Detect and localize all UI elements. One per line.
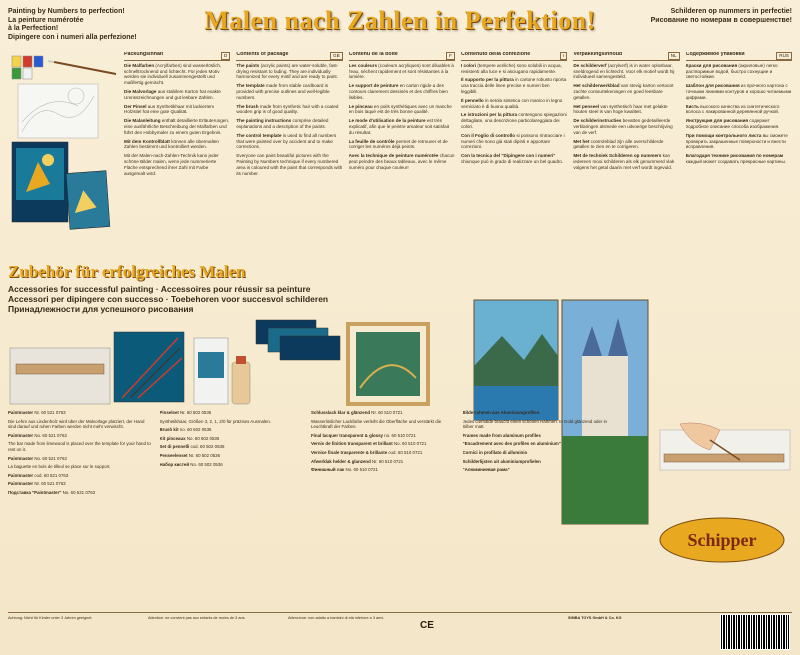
paragraph: Набор кистей No. 60 502 0536 <box>159 461 223 467</box>
paragraph: Paintmaster Nr. 60 521 0763 <box>8 410 66 415</box>
paragraph: Le pinceau en poils synthétiques avec un manche en bois laqué est de très bonne qualité. <box>348 103 452 115</box>
language-flag: GB <box>330 52 343 60</box>
paragraph: Jedes Gemälde braucht einen schönen Rahmen. In Gold glänzend oder in Silber matt. <box>462 418 607 430</box>
paragraph: Bilderrahmen aus Aluminiumprofilen <box>462 410 540 415</box>
paragraph: Vernice finale trasparente & brillante cod. 60 510 0721 <box>311 449 423 455</box>
paragraph: The brush made from synthetic hair with a coated wooden grip is of good quality. <box>236 103 339 115</box>
paragraph: La baguette en bois de tilleul se place sur le support. <box>8 464 111 470</box>
logo-text: Schipper <box>687 530 757 550</box>
column-heading: Contents of package GB <box>236 52 342 61</box>
paragraph: Le support de peinture en carton rigide a des contours clairement dessinés et des chiffres bien lisibles. <box>348 83 448 100</box>
footer-warning-2: Attention: ne convient pas aux enfants de moins de 3 ans. <box>148 616 246 620</box>
instruction-booklet-icon <box>66 171 110 230</box>
paragraph: De schilderinstructies bevatten gedetailleerde verklaringen alsmede een uitvoerige beschrijving van de verf. <box>573 118 673 135</box>
column-it <box>461 52 567 262</box>
paragraph: Cornici in profilato di alluminio <box>462 449 528 455</box>
tagline-1: Painting by Numbers to perfection! <box>8 8 125 15</box>
template-canvas-icon <box>18 84 98 138</box>
column-fr <box>349 52 455 262</box>
barcode <box>720 614 790 650</box>
paragraph: Mit dem Kontrollblatt können alle übermalten Zahlen bestimmt und kontrolliert werden. <box>124 138 219 150</box>
paragraph: Afwerklak helder & glanzend Nr. 60 510 0721 <box>311 458 404 464</box>
paragraph: Penseelenset Nr. 60 502 0536 <box>159 452 221 458</box>
accessory-column-frames <box>463 410 609 608</box>
column-gb <box>236 52 342 262</box>
paragraph: Met de techniek Schilderen op nummers kan iedereen mooi schilderen als elk genummerd vlak volgens het getal daarin met verf wordt ingevuld. <box>573 153 675 170</box>
header-left-taglines <box>8 8 143 42</box>
paragraph: Финишный лак No. 60 510 0721 <box>311 467 378 473</box>
lacquer-bottle-icon <box>194 338 250 404</box>
column-heading: Contenuto della confezione I <box>461 52 567 61</box>
paragraph: Pinselset Nr. 60 502 0536 <box>159 410 212 415</box>
accessories-descriptions <box>8 410 608 608</box>
paragraph: The bar made from limewood is placed over the template for your hand to rest on it. <box>8 441 151 452</box>
paragraph: Synthetikhaar, Größen 3, 2, 1, 2/0 für präzises Ausmalen. <box>159 418 272 424</box>
paragraph: Die Malfarben (Acrylfarben) sind wasserlöslich, schnelltrocknend und lichtecht. Für jedes Motiv werden sie individuell zusammengestellt und maßfertig gemischt. <box>124 62 222 86</box>
column-ru <box>686 52 792 262</box>
language-flag: D <box>221 52 230 60</box>
tagline-4: Dipingere con i numeri alla perfezione! <box>8 33 137 41</box>
paragraph: При помощи контрольного листа вы сможете проверить закрашенные поверхности и внести исправления. <box>685 132 788 150</box>
accessories-line: Принадлежности для успешного рисования <box>8 304 194 314</box>
paragraph: Paintmaster cod. 60 521 0763 <box>8 472 69 478</box>
paragraph: Schilderlijsten uit aluminiumprofielen <box>462 458 541 464</box>
product-illustration <box>8 52 118 252</box>
main-title: Malen nach Zahlen in Perfektion! <box>204 6 596 35</box>
accessory-column-paintmaster <box>8 410 154 608</box>
package-box-icon <box>12 142 68 222</box>
paragraph: Paintmaster Nr. 60 521 0763 <box>8 481 66 487</box>
accessories-title: Zubehör für erfolgreiches Malen <box>8 262 246 281</box>
packages-icon <box>256 320 340 360</box>
paragraph: Благодаря технике рисования по номерам каждый может создавать прекрасные картины. <box>685 153 787 164</box>
paragraph: Il supporto per la pittura in cartone robusto riporta una traccia delle linee precise e numeri ben leggibili. <box>460 77 567 94</box>
accessories-illustration <box>8 318 468 408</box>
paragraph: Vernis de finition transparent et brillant No. 60 510 0721 <box>311 441 427 447</box>
accessory-column-brushes <box>160 410 306 608</box>
paragraph: La feuille de contrôle permet de retrouver et de corriger les numéros déjà peints. <box>348 138 448 150</box>
column-de <box>124 52 230 262</box>
paintmaster-icon <box>10 348 110 404</box>
accessories-line: Accessories for successful painting · Accessoires pour réussir sa peinture <box>8 284 311 294</box>
painting-hand-icon <box>660 423 790 470</box>
accessories-subtitles <box>8 284 328 314</box>
paragraph: Frames made from aluminum profiles <box>462 432 541 438</box>
product-images <box>8 52 118 262</box>
paragraph: I colori (tempere acriliche) sono solubili in acqua, resistenti alla luce e si asciugano rapidamente. <box>460 62 562 74</box>
frame-icon <box>348 324 428 404</box>
paragraph: Paintmaster No. 60 521 0763 <box>8 432 67 438</box>
ce-mark: CE <box>420 620 434 631</box>
content-columns <box>8 52 792 262</box>
language-flag: I <box>560 52 567 60</box>
paragraph: Die Malvorlage aus stabilem Karton hat exakte Umrisszeichnungen und gut lesbare Zahlen. <box>124 88 221 100</box>
tagline-nl: Schilderen op nummers in perfectie! <box>670 8 792 15</box>
paragraph: Final lacquer transparent & glossy no. 60 510 0721 <box>311 432 416 438</box>
paragraph: Die Lehre aus Lindenholz wird über der Malvorlage platziert, der Hand sind darauf und ruhen Farben werden nicht mehr verwischt. <box>8 418 145 430</box>
paragraph: "Алюминиевая рама" <box>462 467 510 473</box>
paragraph: Der Pinsel aus Synthetikhaar mit lackiertem Holzstiel hat eine gute Qualität. <box>124 103 215 115</box>
tagline-ru: Рисование по номерам в совершенстве! <box>650 16 792 24</box>
brush-set-icon <box>114 332 184 402</box>
tagline-3: à la Perfection! <box>8 25 59 32</box>
paragraph: Paintmaster No. 60 521 0763 <box>8 455 67 461</box>
column-nl <box>573 52 679 262</box>
paragraph: Il pennello in setola sintetica con manico in legno verniciato è di buona qualità. <box>460 97 563 109</box>
footer-warning-3: Attenzione: non adatto a bambini di età inferiore a 3 anni. <box>288 616 385 620</box>
accessories-line: Accessori per dipingere con successo · Toebehoren voor succesvol schilderen <box>8 294 329 304</box>
column-heading: Verpakkingsinhoud NL <box>573 52 679 61</box>
paragraph: Mit der Malen-nach-Zahlen-Technik kann jeder schöne Bilder malen, wenn jede nummerierte Fläche entsprechend ihrer Zahl mit Farbe ausgemalt wird. <box>124 153 219 176</box>
paragraph: Avec la technique de peinture numérotée chacun peut peindre des beaux tableaux, avec le même numéro pour chaque couleur! <box>348 153 455 170</box>
column-heading: Packungsinhalt D <box>124 52 230 61</box>
paragraph: The paints (acrylic paints) are water-soluble, fast-drying resistant to fading. They are individually harmonized for every motif and are ready to paint. <box>236 62 339 80</box>
paragraph: Schlusslack klar & glänzend Nr. 60 510 0721 <box>311 410 403 415</box>
paragraph: Set di pennelli cod. 60 502 0536 <box>159 444 225 450</box>
paragraph: Kit pinceaux No. 60 502 0536 <box>159 435 220 441</box>
schipper-logo <box>660 518 784 562</box>
paragraph: Les couleurs (couleurs acryliques) sont diluables à l'eau, sèchent rapidement et sont résistantes à la lumière. <box>348 62 454 80</box>
language-flag: F <box>446 52 455 60</box>
paragraph: Die Malanleitung enthält detaillierte Erläuterungen, eine ausführliche Beschreibung der Malfarben und führt den Hobbymaler zu einem guten Ergebnis. <box>124 118 230 135</box>
tagline-2: La peinture numérotée <box>8 16 84 24</box>
paragraph: Инструкция для рисования содержит подробное описание способа изображения. <box>685 118 780 129</box>
paragraph: Подставка "Paintmaster" No. 60 521 0763 <box>8 489 96 495</box>
language-flag: NL <box>668 52 680 60</box>
paragraph: Краски для рисования (акриловые) легко растворимые водой, быстро сохнущие и светостойкие. <box>685 62 778 80</box>
footer-warning-1: Achtung: Nicht für Kinder unter 3 Jahren geeignet. <box>8 616 93 620</box>
paragraph: De schilderverf (acrylverf) is in water oplosbaar, sneldrogend en lichtecht. Voor elk motief wordt hij individueel samengesteld. <box>573 62 675 80</box>
paragraph: Everyone can paint beautiful pictures with the Painting by Numbers technique if every numbered area is coloured with the paint that corresponds with its number. <box>236 153 343 176</box>
paragraph: The painting instructions comprise detailed explanations and a description of the paints. <box>236 118 329 129</box>
painting-lake-icon <box>474 300 558 420</box>
paint-pots-icon <box>12 56 43 79</box>
paragraph: Кисть высокого качества из синтетического волоса с лакированной деревянной ручкой. <box>685 103 780 115</box>
paragraph: Le mode d'utilisation de la peinture est très explicatif, afin que le peintre amateur soit satisfait du résultat. <box>348 118 450 135</box>
accessory-column-lacquer <box>311 410 457 608</box>
language-flag: RUS <box>776 52 792 60</box>
paragraph: Brush kit no. 60 502 0536 <box>159 427 212 433</box>
paragraph: "Encadrement avec des profiles en aluminium" <box>462 441 561 447</box>
header-right-taglines <box>642 8 792 25</box>
paragraph: Het schilderwerkblad van stevig karton vertoont zachte contourtekeningen en goed leesbare getallen. <box>573 83 674 100</box>
paragraph: Con la tecnica del "Dipingere con i numeri" chiunque può in grado di realizzare un bel quadro. <box>460 153 564 164</box>
column-heading: Содержимое упаковки RUS <box>686 52 792 61</box>
paragraph: The control template is used to find all numbers that were painted over by accident and to make corrections. <box>236 132 337 150</box>
footer <box>8 612 792 650</box>
paragraph: Met het controleblad zijn alle overschilderde getallen te zien en te corrigeren. <box>573 138 664 150</box>
paragraph: Con il Foglio di controllo si possono rintracciare i numeri che sono già stati dipinti e apportare correzioni. <box>460 132 565 150</box>
column-heading: Contenu de la boîte F <box>349 52 455 61</box>
paragraph: The template made from stable cardboard is provided with precise outlines and well-legible numbers. <box>236 83 330 100</box>
paragraph: Шаблон для рисования из прочного картона с точными линиями контуров и хорошо читаемыми цифрами. <box>685 83 792 100</box>
paragraph: Wasserlöslicher Lackfarbe verleiht die Oberfläche und verstärkt die Leuchtkraft der Farben. <box>311 418 442 430</box>
paragraph: Le istruzioni per la pittura contengono spiegazioni dettagliate, una descrizione particolareggiata dei colori. <box>460 112 567 129</box>
paragraph: Het penseel van synthetisch haar met gelakte houten steel is van hoge kwaliteit. <box>573 103 668 115</box>
brush-icon <box>48 61 116 74</box>
hand-and-logo <box>650 420 795 600</box>
company-name: SIMBA TOYS GmbH & Co. KG <box>568 616 622 620</box>
